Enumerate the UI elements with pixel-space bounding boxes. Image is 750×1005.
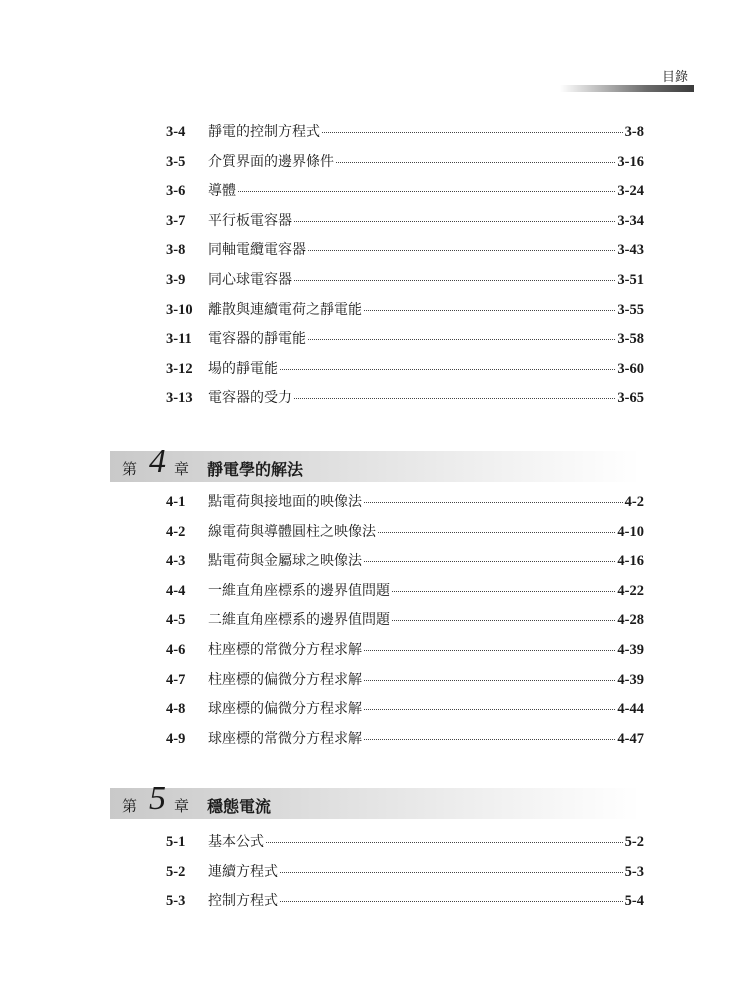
chapter-4-number: 4 (149, 443, 166, 480)
toc-entry-page: 5-2 (624, 834, 644, 850)
toc-entry[interactable] (166, 698, 644, 728)
dot-leader (364, 739, 615, 740)
toc-entry-page: 3-24 (617, 183, 644, 200)
toc-entry[interactable] (166, 861, 644, 891)
running-header: 目錄 (662, 70, 689, 85)
dot-leader (364, 561, 615, 562)
toc-entry-title: 靜電的控制方程式 (208, 124, 320, 140)
toc-entry-number: 3-12 (166, 360, 193, 377)
toc-entry-page: 3-43 (617, 242, 644, 259)
toc-entry[interactable] (166, 358, 644, 388)
toc-entry-number: 3-7 (166, 212, 186, 229)
dot-leader (364, 680, 615, 681)
toc-entry-title: 控制方程式 (208, 893, 278, 910)
toc-entry[interactable] (166, 609, 644, 639)
toc-entry-page: 5-4 (624, 893, 644, 910)
chapter-5-heading (110, 780, 640, 819)
dot-leader (336, 162, 615, 163)
toc-entry-page: 4-28 (617, 612, 644, 629)
toc-entry-title: 基本公式 (208, 834, 264, 850)
toc-entry-number: 4-9 (166, 730, 186, 747)
toc-entry-number: 3-8 (166, 242, 186, 259)
toc-chapter-3-list (166, 121, 644, 417)
toc-entry-page: 3-60 (617, 360, 644, 377)
toc-entry-title: 點電荷與金屬球之映像法 (208, 553, 362, 570)
toc-entry-title: 一維直角座標系的邊界值問題 (208, 582, 390, 599)
toc-entry-number: 3-6 (166, 183, 186, 200)
chapter-5-suffix: 章 (174, 797, 190, 815)
dot-leader (378, 532, 615, 533)
toc-entry-page: 4-22 (617, 582, 644, 599)
toc-entry-number: 4-8 (166, 701, 186, 718)
toc-chapter-5-list (166, 831, 644, 920)
dot-leader (294, 221, 615, 222)
toc-entry-number: 4-1 (166, 494, 186, 510)
toc-chapter-4-list (166, 491, 644, 757)
toc-entry[interactable] (166, 210, 644, 240)
toc-entry-number: 4-5 (166, 612, 186, 629)
chapter-5-number: 5 (149, 780, 166, 817)
toc-entry-number: 5-1 (166, 834, 186, 850)
dot-leader (308, 339, 615, 340)
chapter-4-title: 靜電學的解法 (207, 460, 304, 479)
toc-entry-page: 5-3 (624, 863, 644, 880)
toc-entry[interactable] (166, 550, 644, 580)
toc-entry-title: 柱座標的常微分方程求解 (208, 641, 362, 658)
toc-entry-page: 4-47 (617, 730, 644, 747)
toc-entry-page: 4-44 (617, 701, 644, 718)
toc-entry-title: 點電荷與接地面的映像法 (208, 494, 362, 510)
chapter-5-prefix: 第 (122, 797, 138, 815)
dot-leader (308, 250, 615, 251)
toc-entry-page: 3-51 (617, 271, 644, 288)
toc-entry[interactable] (166, 521, 644, 551)
toc-entry[interactable] (166, 580, 644, 610)
toc-entry-title: 柱座標的偏微分方程求解 (208, 671, 362, 688)
toc-entry-title: 球座標的常微分方程求解 (208, 730, 362, 747)
toc-entry[interactable] (166, 239, 644, 269)
toc-entry-title: 電容器的靜電能 (208, 331, 306, 348)
toc-entry-page: 3-58 (617, 331, 644, 348)
toc-entry[interactable] (166, 387, 644, 417)
toc-entry-number: 3-5 (166, 153, 186, 170)
toc-entry-number: 4-3 (166, 553, 186, 570)
toc-entry-title: 介質界面的邊界條件 (208, 153, 334, 170)
toc-entry-title: 電容器的受力 (208, 390, 292, 407)
toc-entry[interactable] (166, 491, 644, 521)
toc-entry-number: 3-11 (166, 331, 192, 348)
chapter-5-title: 穩態電流 (207, 797, 272, 816)
toc-entry[interactable] (166, 121, 644, 151)
chapter-4-prefix: 第 (122, 460, 138, 478)
toc-entry-page: 4-2 (624, 494, 644, 510)
toc-entry-page: 4-10 (617, 523, 644, 540)
toc-entry-number: 4-6 (166, 641, 186, 658)
toc-entry[interactable] (166, 669, 644, 699)
toc-entry[interactable] (166, 728, 644, 758)
toc-entry-number: 5-3 (166, 893, 186, 910)
chapter-4-suffix: 章 (174, 460, 190, 478)
toc-entry-title: 同心球電容器 (208, 271, 292, 288)
toc-entry-title: 平行板電容器 (208, 212, 292, 229)
toc-entry-page: 4-16 (617, 553, 644, 570)
chapter-4-heading (110, 443, 640, 482)
dot-leader (364, 709, 615, 710)
toc-entry-page: 3-8 (624, 124, 644, 140)
toc-entry[interactable] (166, 180, 644, 210)
toc-entry-title: 連續方程式 (208, 863, 278, 880)
toc-entry[interactable] (166, 269, 644, 299)
toc-entry-title: 場的靜電能 (208, 360, 278, 377)
dot-leader (392, 591, 615, 592)
dot-leader (266, 842, 623, 843)
toc-entry[interactable] (166, 890, 644, 920)
toc-entry-number: 3-9 (166, 271, 186, 288)
toc-entry-number: 4-2 (166, 523, 186, 540)
toc-entry-title: 離散與連續電荷之靜電能 (208, 301, 362, 318)
dot-leader (322, 132, 623, 133)
dot-leader (392, 620, 615, 621)
toc-entry[interactable] (166, 151, 644, 181)
header-gradient-bar (560, 85, 694, 92)
dot-leader (364, 502, 623, 503)
toc-entry-number: 5-2 (166, 863, 186, 880)
dot-leader (280, 872, 623, 873)
toc-entry-title: 線電荷與導體圓柱之映像法 (208, 523, 376, 540)
dot-leader (280, 901, 623, 902)
toc-entry[interactable] (166, 299, 644, 329)
toc-entry-title: 球座標的偏微分方程求解 (208, 701, 362, 718)
dot-leader (294, 280, 615, 281)
toc-entry-page: 3-65 (617, 390, 644, 407)
dot-leader (238, 191, 615, 192)
toc-entry-page: 3-34 (617, 212, 644, 229)
toc-entry-page: 3-16 (617, 153, 644, 170)
toc-entry-page: 3-55 (617, 301, 644, 318)
toc-entry-title: 同軸電纜電容器 (208, 242, 306, 259)
toc-entry[interactable] (166, 328, 644, 358)
toc-entry-page: 4-39 (617, 671, 644, 688)
toc-entry-title: 導體 (208, 183, 236, 200)
dot-leader (364, 310, 615, 311)
toc-entry-number: 3-10 (166, 301, 193, 318)
dot-leader (294, 398, 615, 399)
toc-entry-number: 3-4 (166, 124, 186, 140)
toc-entry-number: 3-13 (166, 390, 193, 407)
toc-entry[interactable] (166, 831, 644, 861)
toc-entry[interactable] (166, 639, 644, 669)
toc-entry-page: 4-39 (617, 641, 644, 658)
dot-leader (280, 369, 615, 370)
toc-entry-number: 4-4 (166, 582, 186, 599)
toc-entry-number: 4-7 (166, 671, 186, 688)
dot-leader (364, 650, 615, 651)
toc-entry-title: 二維直角座標系的邊界值問題 (208, 612, 390, 629)
